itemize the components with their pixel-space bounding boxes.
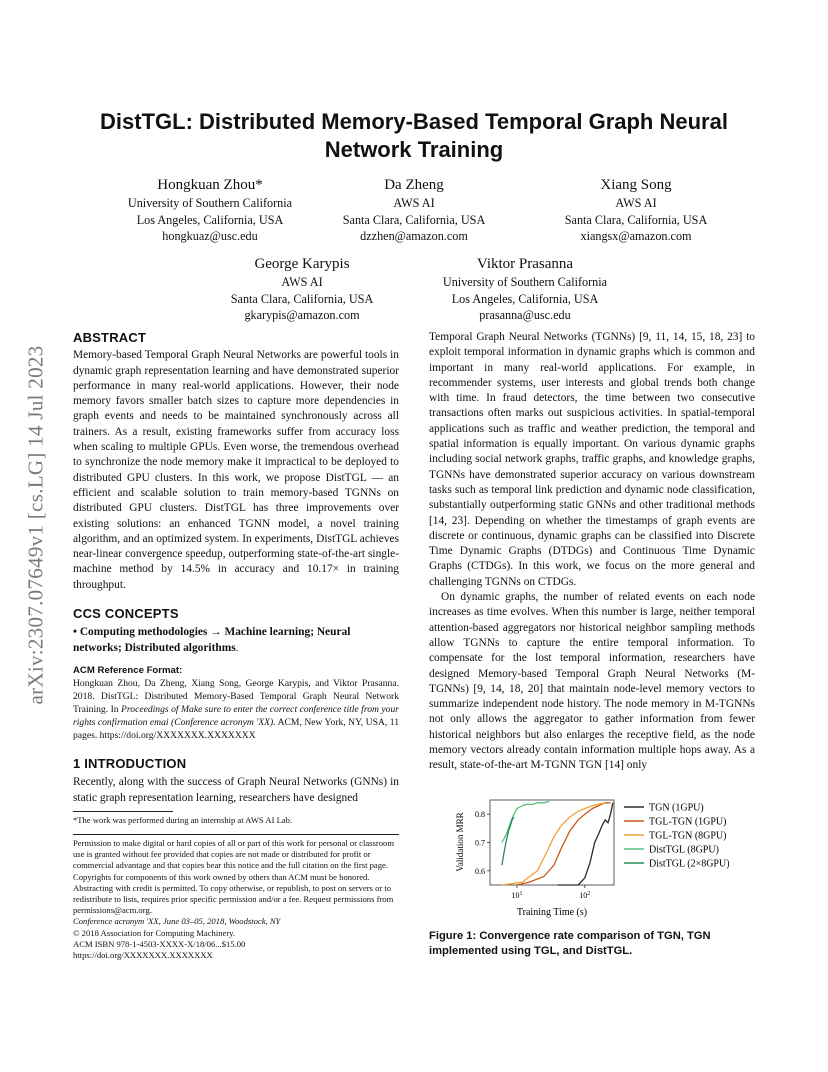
introduction-text-right: Temporal Graph Neural Networks (TGNNs) [9, 11, 14, 15, 18, 23] to exploit temporal information in dynamic graphs which is common and important in many real-world applications. For example, in recommender systems, user interests and global trends both change with time. In fraud detectors, the time between two consecutive transactions often marks out suspicious activities. In spatial-temporal applications such as traffic and weather prediction, the temporal and spatial information is equally important. On various dynamic graphs including social network graphs, traffic graphs, and knowledge graphs, TGNNs have demonstrated superior accuracy on various downstream tasks such as temporal link prediction and dynamic node classification, substantially outperforming static GNNs and other traditional methods [14, 23]. Depending on whether the timestamps of graph events are discrete or continuous, dynamic graphs can be classified into Discrete Time Dynamic Graphs (DTDGs) and Continuous Time Dynamic Graphs (CTDGs). In this work, we focus on the more general and challenging TGNNs on CTDGs. xyxy=(429,331,755,588)
ccs-concepts xyxy=(73,625,399,656)
author-affiliation: University of Southern California xyxy=(127,196,293,210)
author-name: Xiang Song xyxy=(600,177,672,193)
acm-reference-venue: Proceedings of Make sure to enter the correct conference title from your rights confirmation emai (Conference acronym 'XX). xyxy=(73,703,399,728)
author-affiliation: AWS AI xyxy=(393,196,435,210)
author-email[interactable]: prasanna@usc.edu xyxy=(479,308,571,322)
author-location: Los Angeles, California, USA xyxy=(451,291,599,306)
ccs-concept-tertiary: ; Distributed algorithms xyxy=(117,641,236,654)
ccs-concept-primary: • Computing methodologies → Machine learning xyxy=(73,626,311,639)
author-location: Santa Clara, California, USA xyxy=(230,291,374,306)
legend-label: TGN (1GPU) xyxy=(649,802,704,814)
author-block xyxy=(314,175,514,245)
ccs-period: . xyxy=(235,641,239,654)
author-email[interactable]: hongkuaz@usc.edu xyxy=(162,229,258,243)
permission-rule xyxy=(73,834,399,835)
author-email[interactable]: xiangsx@amazon.com xyxy=(580,229,692,243)
isbn-line: ACM ISBN 978-1-4503-XXXX-X/18/06...$15.00 xyxy=(73,938,246,949)
y-axis-label: Validation MRR xyxy=(455,812,465,872)
author-affiliation: AWS AI xyxy=(615,196,657,210)
ccs-heading: CCS CONCEPTS xyxy=(73,606,179,622)
permission-notice: Permission to make digital or hard copies of all or part of this work for personal or classroom use is granted without fee provided that copies are not made or distributed for profit or commercial advantage and that copies bear this notice and the full citation on the first page. Copyrights for components of this work owned by others than ACM must be honored. Abstracting with credit is permitted. To copy otherwise, or republish, to post on servers or to redistribute to lists, requires prior specific permission and/or a fee. Request permissions from permissions@acm.org. xyxy=(73,838,394,916)
convergence-chart xyxy=(440,795,760,923)
doi-line[interactable]: https://doi.org/XXXXXXX.XXXXXXX xyxy=(73,950,213,961)
author-name: Da Zheng xyxy=(384,177,444,193)
y-tick-label: 0.6 xyxy=(475,866,485,876)
author-location: Santa Clara, California, USA xyxy=(342,212,486,227)
author-block xyxy=(420,254,630,324)
title-line-1: DistTGL: Distributed Memory-Based Temporal Graph Neural xyxy=(100,109,728,134)
abstract-text: Memory-based Temporal Graph Neural Networks are powerful tools in dynamic graph representation learning and have demonstrated superior performance in many real-world applications. However, their node memory favors smaller batch sizes to capture more dependencies in graph events and needs to be maintained synchronously across all trainers. As a result, existing frameworks suffer from accuracy loss when scaling to multiple GPUs. Even worse, the tremendous overhead to synchronize the node memory make it impractical to be deployed to distributed GPU clusters. In this work, we propose DistTGL — an efficient and scalable solution to train memory-based TGNNs on distributed GPU clusters. DistTGL has three improvements over existing solutions: an enhanced TGNN model, a novel training algorithm, and an optimized system. In experiments, DistTGL achieves near-linear convergence speedup, outperforming state-of-the-art single-machine method by 14.5% in accuracy and 10.17× in training throughput. xyxy=(73,349,399,591)
arxiv-identifier: arXiv:2307.07649v1 [cs.LG] 14 Jul 2023 xyxy=(23,345,48,705)
ccs-concept-secondary: ; Neural networks xyxy=(73,626,351,654)
footnote: *The work was performed during an internship at AWS AI Lab. xyxy=(73,815,293,825)
x-tick-label: $10^2$ xyxy=(579,891,591,900)
permission-block xyxy=(73,838,399,961)
acm-reference-heading: ACM Reference Format: xyxy=(73,664,183,676)
copyright-line: © 2018 Association for Computing Machinery. xyxy=(73,927,236,938)
y-axis-ticks xyxy=(475,810,490,876)
legend-label: DistTGL (2×8GPU) xyxy=(649,858,730,870)
legend-label: DistTGL (8GPU) xyxy=(649,844,719,856)
author-email[interactable]: dzzhen@amazon.com xyxy=(360,229,468,243)
footnote-rule xyxy=(73,811,173,812)
introduction-text-left: Recently, along with the success of Graph Neural Networks (GNNs) in static graph representation learning, researchers have designed xyxy=(73,776,399,804)
author-affiliation: AWS AI xyxy=(281,275,323,289)
y-tick-label: 0.7 xyxy=(475,838,485,848)
x-axis-ticks xyxy=(511,885,590,900)
author-location: Santa Clara, California, USA xyxy=(564,212,708,227)
paper-title xyxy=(70,108,758,164)
author-name: Viktor Prasanna xyxy=(476,256,574,272)
conference-info: Conference acronym 'XX, June 03–05, 2018, Woodstock, NY xyxy=(73,916,281,927)
right-column xyxy=(429,330,755,774)
introduction-text-memory: On dynamic graphs, the number of related events on each node increases as time evolves. When this number is large, neither temporal attention-based aggregators nor historical neighbor sampling methods allow TGNNs to capture the entire temporal information. To compensate for the lost temporal information, researchers have designed Memory-based Temporal Graph Neural Networks (M-TGNNs) [9, 14, 18, 20] that maintain node-level memory vectors to summarize independent node history. The node memory in M-TGNNs not only allows the aggregator to gather information from fewer historical neighbors but also enlarges the receptive field, as the node memory vectors already contain information multiple hops away. As a result, state-of-the-art M-TGNN TGN [14] only xyxy=(429,591,755,772)
author-block xyxy=(110,175,310,245)
introduction-heading: 1 INTRODUCTION xyxy=(73,755,187,771)
legend-label: TGL-TGN (1GPU) xyxy=(649,816,727,828)
acm-reference-authors: Hongkuan Zhou, Da Zheng, Xiang Song, George Karypis, and Viktor Prasanna. 2018. DistTGL: Distributed Memory-Based Temporal Graph Neural Network Training. In xyxy=(73,677,399,715)
left-column xyxy=(73,330,399,806)
author-name: George Karypis xyxy=(254,256,350,272)
author-affiliation: University of Southern California xyxy=(442,275,608,289)
author-block xyxy=(536,175,736,245)
acm-reference-text xyxy=(73,677,399,742)
legend-label: TGL-TGN (8GPU) xyxy=(649,830,727,842)
author-email[interactable]: gkarypis@amazon.com xyxy=(244,308,360,322)
acm-reference xyxy=(73,664,399,742)
acm-reference-publisher: ACM, New York, NY, USA, 11 pages. https://doi.org/XXXXXXX.XXXXXXX xyxy=(73,716,399,741)
chart-legend xyxy=(624,803,730,870)
author-name: Hongkuan Zhou* xyxy=(157,177,263,193)
arxiv-sidebar xyxy=(22,290,50,760)
author-block xyxy=(202,254,402,324)
abstract-heading: ABSTRACT xyxy=(73,330,147,345)
author-location: Los Angeles, California, USA xyxy=(136,212,284,227)
title-line-2: Network Training xyxy=(324,137,504,162)
x-axis-label: Training Time (s) xyxy=(516,907,588,918)
y-tick-label: 0.8 xyxy=(475,810,485,820)
x-tick-label: $10^1$ xyxy=(511,891,523,900)
figure-caption: Figure 1: Convergence rate comparison of TGN, TGN implemented using TGL, and DistTGL. xyxy=(429,930,711,957)
